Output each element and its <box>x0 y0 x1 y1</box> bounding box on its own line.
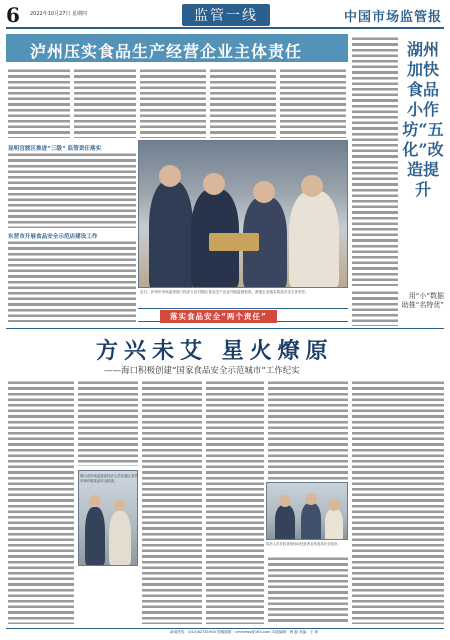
top-subhead-2: 东营市开展食品安全示范店建设工作 <box>8 234 98 240</box>
market-inspection-photo <box>78 470 138 566</box>
right-article-body <box>352 290 398 326</box>
page-number: 6 <box>6 3 20 27</box>
lower-article-column-3 <box>142 380 202 624</box>
food-inspection-photo <box>138 140 348 288</box>
banner-title: 落实食品安全“两个责任” <box>160 310 277 323</box>
top-article-column-1 <box>8 68 70 138</box>
top-article-column-3 <box>140 68 206 138</box>
header-rule <box>6 27 444 29</box>
top-article-column-2 <box>74 68 136 138</box>
top-subhead-2-body <box>8 240 136 322</box>
lower-article-column-4 <box>206 380 264 624</box>
top-article-column-5 <box>280 68 346 138</box>
top-subhead-1-body <box>8 152 136 228</box>
right-subtitle-line-1: 用“小”数据 <box>408 292 444 300</box>
education-photo <box>266 482 348 540</box>
top-article-column-4 <box>210 68 276 138</box>
top-subhead-1: 昆明官渡区推进“三级” 监管责任落实 <box>8 146 102 152</box>
right-article-title: 湖州加快食品小作坊“五化”改造提升 <box>402 40 444 199</box>
footer-rule <box>6 628 444 629</box>
top-article-title: 泸州压实食品生产经营企业主体责任 <box>30 42 303 61</box>
lower-article-title: 方兴未艾 星火燎原 <box>96 338 334 364</box>
lower-article-column-1 <box>8 380 74 624</box>
food-inspection-photo-caption: 近日，泸州市市场监管部门执法人员对辖区食品生产企业开展监督检查，督促企业落实食品安全主体责任。 <box>140 290 309 294</box>
lower-article-column-6 <box>352 380 444 624</box>
issue-date: 2022年10月27日 星期四 <box>30 11 88 17</box>
market-inspection-photo-caption: 海口市市场监管局执法人员在辖区农贸市场开展食品安全检查。 <box>80 474 138 483</box>
lower-article-subtitle: ——海口积极创建“国家食品安全示范城市”工作纪实 <box>104 366 300 376</box>
lower-article-column-2 <box>78 380 138 466</box>
section-title: 监管一线 <box>182 4 270 26</box>
education-photo-caption: 执法人员在检查现场向经营者宣传食品安全知识。 <box>266 542 341 546</box>
right-article-subtitle <box>400 292 444 310</box>
section-divider <box>6 328 444 329</box>
footer-info: 新闻热线：(010)82781900 投稿邮箱：cmrnews@163.com 本版编辑：韩 磊 美编：王 莉 <box>170 630 319 634</box>
right-subtitle-line-2: 助推“名特优” <box>401 301 444 309</box>
newspaper-masthead: 中国市场监管报 <box>343 10 442 25</box>
lower-article-column-7 <box>268 556 348 624</box>
right-article-lead <box>352 36 398 286</box>
lower-article-column-5 <box>268 380 348 480</box>
